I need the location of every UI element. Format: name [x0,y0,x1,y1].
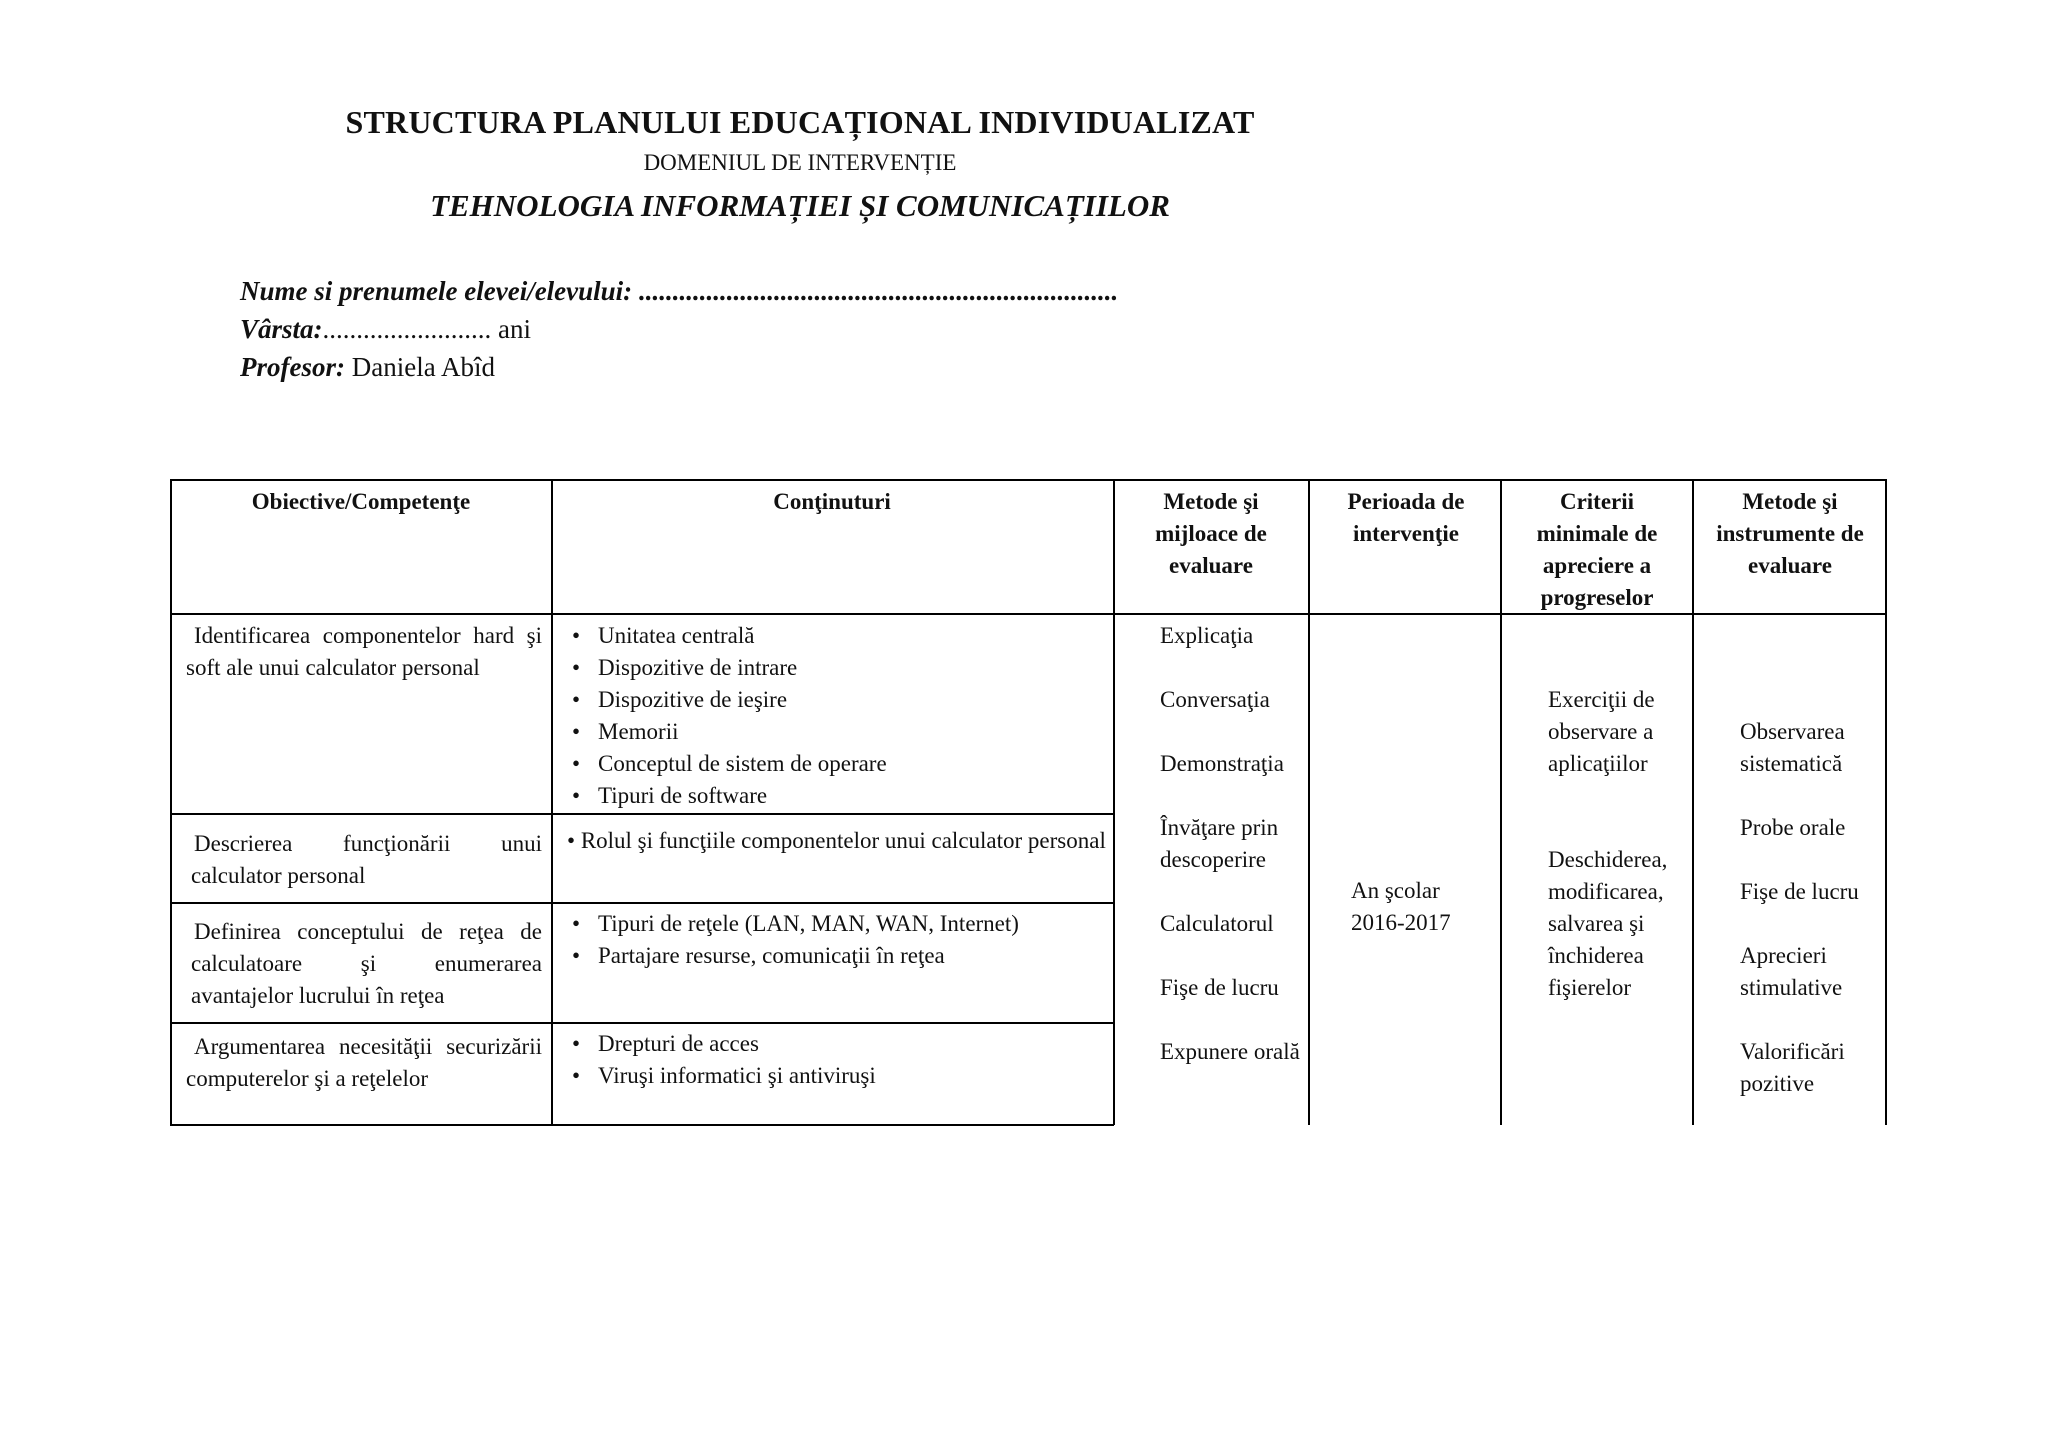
list-item: Fişe de lucru [1740,879,1859,904]
student-name-value: ....................................................................... [632,276,1119,306]
list-item: • Tipuri de reţele (LAN, MAN, WAN, Internet) [564,908,1104,940]
col2-border [1113,479,1115,1125]
list-item: • Unitatea centrală [564,620,1104,652]
contents-item-2: • Rolul şi funcţiile componentelor unui calculator personal [567,828,1106,853]
list-item: Expunere orală [1160,1039,1300,1064]
header-contents: Conţinuturi [773,489,891,514]
student-name-label: Nume si prenumele elevei/elevului: [240,276,633,306]
list-item: Demonstraţia [1160,751,1284,776]
header-minimal-criteria: Criterii minimale de apreciere a progreselor [1536,489,1658,610]
header-evaluation-methods: Metode şi mijloace de evaluare [1155,489,1267,578]
contents-text-2: Rolul şi funcţiile componentelor unui calculator personal [580,828,1106,853]
teacher-label: Profesor: [240,352,345,382]
objective-1: Identificarea componentelor hard şi soft ale unui calculator personal [186,623,542,680]
table-top-border [170,479,1887,481]
row3-bottom-border [170,1022,1114,1024]
contents-list-4 [564,1028,1104,1092]
list-item: Explicaţia [1160,623,1254,648]
list-item: Fişe de lucru [1160,975,1279,1000]
col4-border [1500,479,1502,1125]
age-label: Vârsta: [240,314,323,344]
col1-border [551,479,553,1125]
intervention-period: An şcolar 2016-2017 [1351,878,1451,935]
list-item: Învăţare prin descoperire [1160,815,1279,872]
contents-list-1 [564,620,1104,812]
list-item: Conversaţia [1160,687,1270,712]
evaluation-methods-list [1160,620,1305,1100]
document-subtitle: DOMENIUL DE INTERVENȚIE [643,150,957,175]
row4-bottom-border [170,1124,1114,1126]
teacher-value: Daniela Abîd [344,352,495,382]
col6-border [1885,479,1887,1125]
list-item: • Drepturi de acces [564,1028,1104,1060]
document-title: STRUCTURA PLANULUI EDUCAȚIONAL INDIVIDUALIZAT [345,104,1255,140]
objective-3: Definirea conceptului de reţea de calculatoare şi enumerarea avantajelor lucrului în reţea [191,919,542,1008]
row1-bottom-border [170,813,1114,815]
list-item: Valorificări pozitive [1740,1039,1845,1096]
row2-bottom-border [170,902,1114,904]
header-objectives: Obiective/Competenţe [251,489,471,514]
list-item: • Dispozitive de ieşire [564,684,1104,716]
age-value: ......................... ani [322,314,532,344]
list-item: • Memorii [564,716,1104,748]
contents-list-3 [564,908,1104,972]
criteria-list [1548,684,1693,1036]
list-item: Probe orale [1740,815,1846,840]
list-item: • Conceptul de sistem de operare [564,748,1104,780]
list-item: Deschiderea, modificarea, salvarea şi închiderea fişierelor [1548,847,1668,1000]
list-item: Aprecieri stimulative [1740,943,1843,1000]
header-evaluation-instruments: Metode şi instrumente de evaluare [1716,489,1864,578]
col0-border [170,479,172,1125]
evaluation-instruments-list [1740,716,1885,1132]
domain-title: TEHNOLOGIA INFORMAȚIEI ȘI COMUNICAȚIILOR [430,188,1170,223]
header-intervention-period: Perioada de intervenţie [1347,489,1465,546]
list-item: • Partajare resurse, comunicaţii în reţea [564,940,1104,972]
list-item: • Tipuri de software [564,780,1104,812]
list-item: • Viruşi informatici şi antiviruşi [564,1060,1104,1092]
list-item: Calculatorul [1160,911,1274,936]
list-item: • Dispozitive de intrare [564,652,1104,684]
list-item: Observarea sistematică [1740,719,1845,776]
col3-border [1308,479,1310,1125]
objective-2: Descrierea funcţionării unui calculator personal [191,831,542,888]
list-item: Exerciţii de observare a aplicaţiilor [1548,687,1655,776]
objective-4: Argumentarea necesităţii securizării computerelor şi a reţelelor [186,1034,542,1091]
